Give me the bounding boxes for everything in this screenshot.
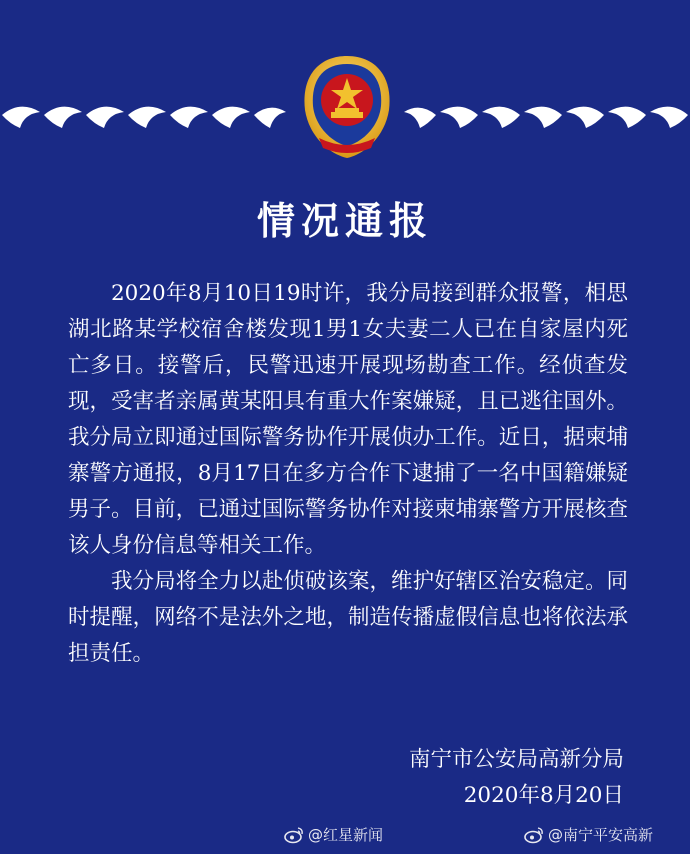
notice-body <box>68 276 628 672</box>
signature-org: 南宁市公安局高新分局 <box>408 747 624 772</box>
watermark-text: @红星新闻 <box>308 826 384 844</box>
watermark-text: @南宁平安高新 <box>548 826 654 844</box>
wing-ornament-icon <box>400 98 690 132</box>
signature-date: 2020年8月20日 <box>463 783 624 808</box>
page-title: 情况通报 <box>256 199 433 243</box>
weibo-icon <box>284 826 304 844</box>
watermark <box>524 824 653 845</box>
watermark <box>284 824 383 845</box>
wing-ornament-icon <box>0 98 290 132</box>
signature-block <box>409 742 624 814</box>
header <box>0 0 690 170</box>
paragraph: 2020年8月10日19时许，我分局接到群众报警，相思湖北路某学校宿舍楼发现1男1女夫妻二人已在自家屋内死亡多日。接警后，民警迅速开展现场勘查工作。经侦查发现，受害者亲属黄某阳具有重大作案嫌疑，且已逃往国外。我分局立即通过国际警务协作开展侦办工作。近日，据柬埔寨警方通报，8月17日在多方合作下逮捕了一名中国籍嫌疑男子。目前，已通过国际警务协作对接柬埔寨警方开展核查该人身份信息等相关工作。 <box>68 281 628 558</box>
police-emblem-icon <box>297 52 397 162</box>
paragraph: 我分局将全力以赴侦破该案，维护好辖区治安稳定。同时提醒，网络不是法外之地，制造传播虚假信息也将依法承担责任。 <box>68 569 628 666</box>
weibo-icon <box>524 826 544 844</box>
